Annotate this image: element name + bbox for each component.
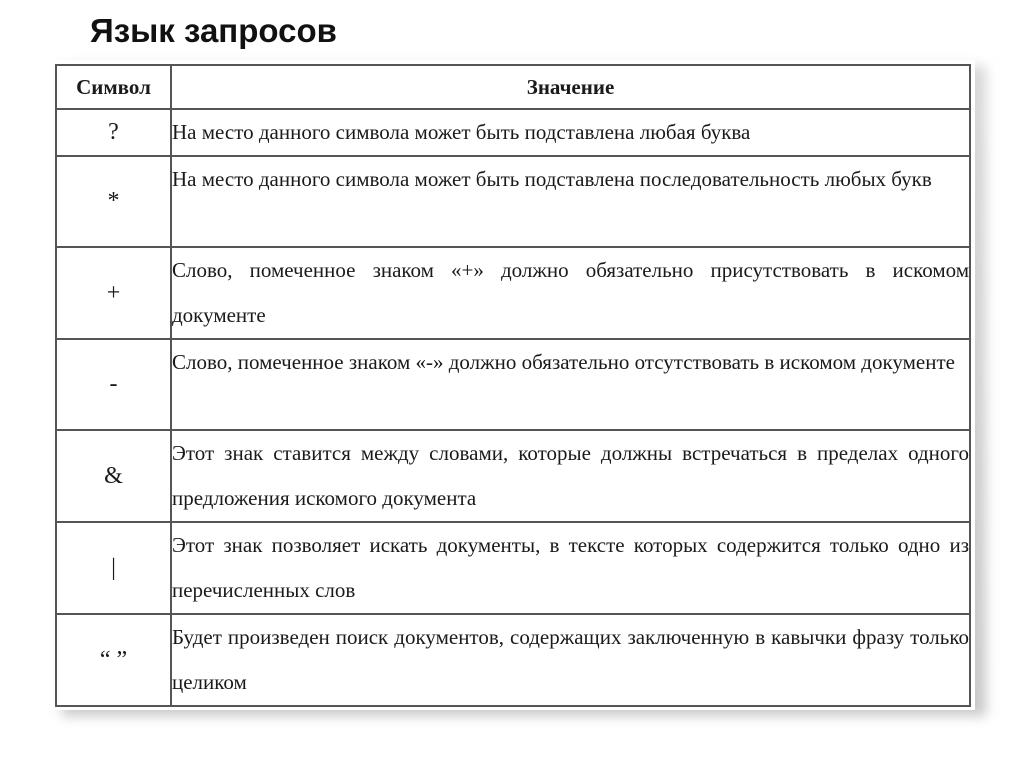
table-row <box>56 247 970 339</box>
header-meaning: Значение <box>171 65 970 109</box>
query-syntax-table <box>55 64 971 707</box>
row-meaning: Будет произведен поиск документов, содержащих заключенную в кавычки фразу только целиком <box>171 614 970 706</box>
header-symbol: Символ <box>56 65 171 109</box>
row-symbol: & <box>56 430 171 522</box>
row-symbol: | <box>56 522 171 614</box>
row-symbol: + <box>56 247 171 339</box>
table-image <box>50 60 975 710</box>
slide-title: Язык запросов <box>90 12 337 49</box>
table-row <box>56 522 970 614</box>
table-row <box>56 614 970 706</box>
table-header-row <box>56 65 970 109</box>
row-meaning: Слово, помеченное знаком «-» должно обязательно отсутствовать в искомом документе <box>171 339 970 430</box>
row-meaning: На место данного символа может быть подставлена последовательность любых букв <box>171 156 970 247</box>
row-symbol: ? <box>56 109 171 156</box>
row-meaning: Этот знак позволяет искать документы, в тексте которых содержится только одно из перечисленных слов <box>171 522 970 614</box>
table-row <box>56 430 970 522</box>
row-symbol: “ ” <box>56 614 171 706</box>
row-meaning: Слово, помеченное знаком «+» должно обязательно присутствовать в искомом документе <box>171 247 970 339</box>
row-symbol: * <box>56 156 171 247</box>
row-meaning: На место данного символа может быть подставлена любая буква <box>171 109 970 156</box>
table-row <box>56 339 970 430</box>
row-meaning: Этот знак ставится между словами, которые должны встречаться в пределах одного предложения искомого документа <box>171 430 970 522</box>
table-row <box>56 109 970 156</box>
table-row <box>56 156 970 247</box>
row-symbol: - <box>56 339 171 430</box>
